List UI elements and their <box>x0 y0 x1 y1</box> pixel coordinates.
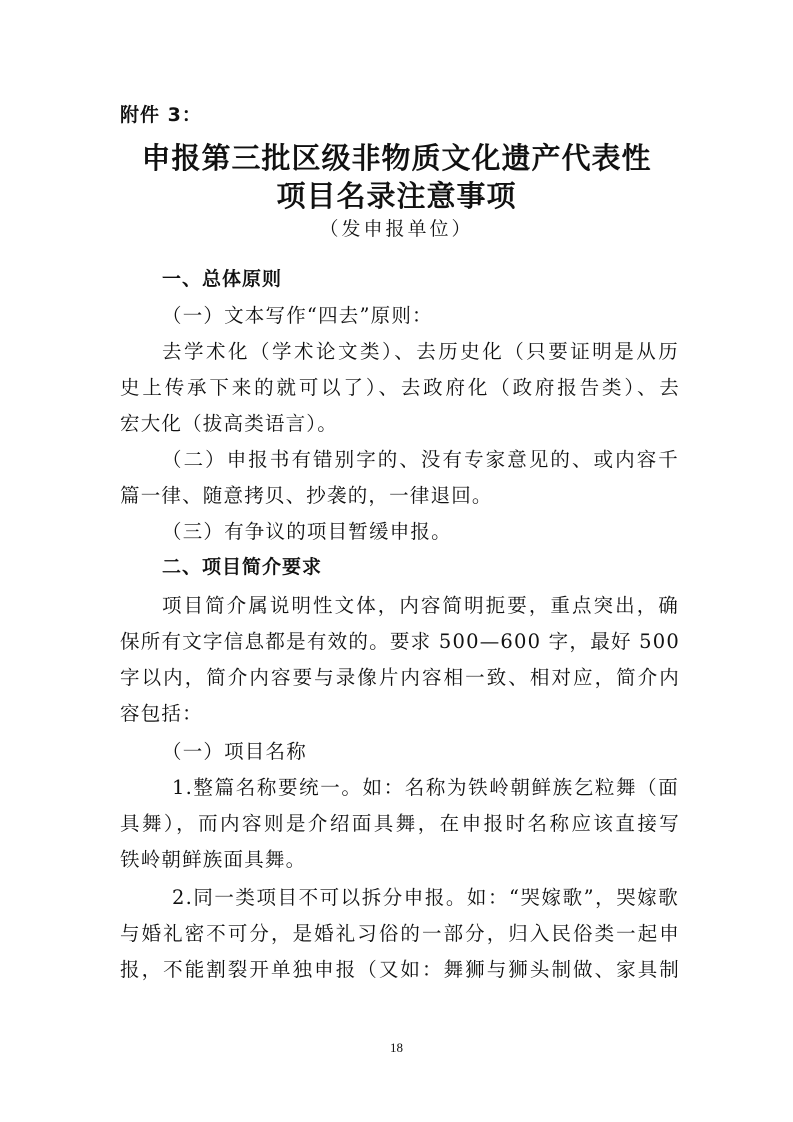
paragraph-line: 与婚礼密不可分，是婚礼习俗的一部分，归入民俗类一起申 <box>120 922 680 945</box>
paragraph-line: 容包括： <box>120 702 203 725</box>
paragraph-line: （二）申报书有错别字的、没有专家意见的、或内容千 <box>162 448 679 471</box>
paragraph-line: 史上传承下来的就可以了）、去政府化（政府报告类）、去 <box>120 376 680 399</box>
attachment-label: 附件 3： <box>120 104 202 126</box>
paragraph-line: 篇一律、随意拷贝、抄袭的，一律退回。 <box>120 484 493 507</box>
paragraph-line: 保所有文字信息都是有效的。要求 500—600 字，最好 500 <box>120 630 680 653</box>
paragraph-line: 项目简介属说明性文体，内容简明扼要，重点突出，确 <box>162 594 679 617</box>
document-subtitle: （发申报单位） <box>319 218 474 240</box>
paragraph-line: 2.同一类项目不可以拆分申报。如：“哭嫁歌”，哭嫁歌 <box>172 886 679 909</box>
section-heading-1: 一、总体原则 <box>162 268 283 290</box>
paragraph-line: 去学术化（学术论文类）、去历史化（只要证明是从历 <box>162 340 679 363</box>
document-title-line-2: 项目名录注意事项 <box>276 179 517 213</box>
paragraph-line: 宏大化（拔高类语言）。 <box>120 412 338 435</box>
paragraph-line: 铁岭朝鲜族面具舞。 <box>120 848 307 871</box>
paragraph-line: 具舞），而内容则是介绍面具舞，在申报时名称应该直接写 <box>120 812 680 835</box>
paragraph-line: 报，不能割裂开单独申报（又如：舞狮与狮头制做、家具制 <box>120 958 680 981</box>
paragraph-line: 字以内，简介内容要与录像片内容相一致、相对应，简介内 <box>120 666 680 689</box>
paragraph-line: 1.整篇名称要统一。如：名称为铁岭朝鲜族乞粒舞（面 <box>172 776 679 799</box>
document-title-line-1: 申报第三批区级非物质文化遗产代表性 <box>141 141 652 175</box>
paragraph-line: （一）文本写作“四去”原则： <box>162 304 433 327</box>
paragraph-line: （三）有争议的项目暂缓申报。 <box>162 520 452 543</box>
page-number: 18 <box>390 1040 403 1055</box>
section-heading-2: 二、项目简介要求 <box>162 556 323 578</box>
subsection-heading: （一）项目名称 <box>162 740 307 763</box>
